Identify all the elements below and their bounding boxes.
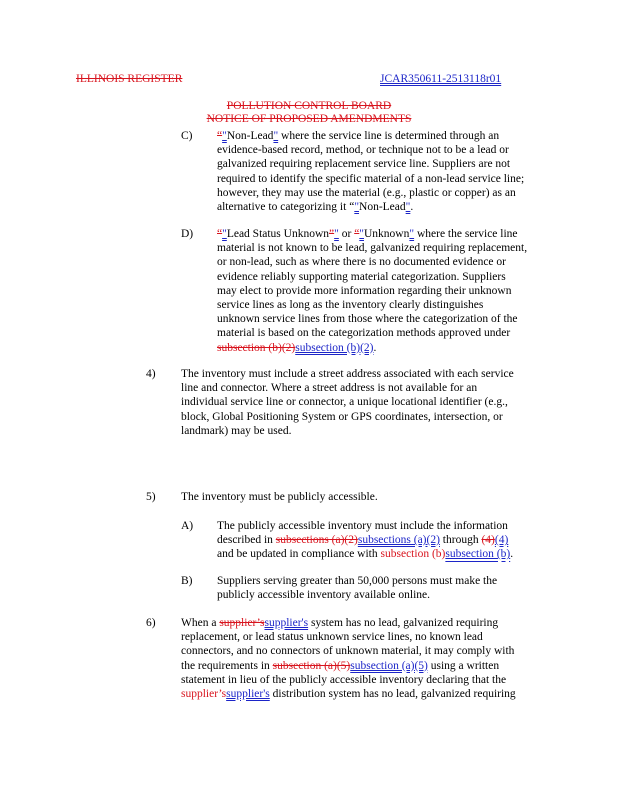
text-line: replacement, or lead status unknown service lines, no known lead [181, 631, 483, 644]
text-line: Suppliers serving greater than 50,000 persons must make the [217, 575, 498, 587]
text: where the service line is determined through an [278, 130, 500, 142]
text-line: block, Global Positioning System or GPS coordinates, intersection, or [181, 410, 503, 423]
deleted-reference: (4) [481, 534, 495, 547]
text: the requirements in [181, 659, 273, 672]
text-line: material is not known to be lead, galvanized requiring replacement, [217, 242, 528, 255]
item-5-label: 5) [146, 491, 156, 503]
del-quote: “ [217, 228, 223, 240]
inserted-reference: subsection (a)(5) [350, 659, 428, 672]
item-4-label: 4) [146, 368, 156, 380]
text-line: may elect to provide more information regarding their unknown [217, 284, 512, 297]
del-quote: “ [217, 130, 223, 142]
text-line: galvanized requiring replacement service line. Suppliers are not [217, 158, 511, 171]
text: and be updated in compliance with [217, 548, 381, 561]
item-4-text [181, 367, 591, 438]
text-line: material is based on the categorization methods approved under [217, 327, 511, 340]
deleted-reference: subsection (b)(2) [217, 341, 296, 354]
text-line: however, they may use the material (e.g., plastic or copper) as an [217, 186, 516, 199]
text-line: individual service line or connector, a unique locational identifier (e.g., [181, 396, 508, 409]
item-c-label: C) [181, 130, 193, 142]
item-5b-label: B) [181, 575, 193, 587]
deleted-reference: subsection (b) [380, 548, 446, 561]
ins-quote: " [354, 201, 360, 214]
text-line: unknown service lines from those where the categorization of the [217, 313, 518, 326]
term: Non-Lead [226, 130, 274, 142]
item-d-text [217, 227, 587, 355]
text: distribution system has no lead, galvanized requiring [269, 688, 516, 701]
ins-quote: " [405, 201, 411, 214]
term: Lead Status Unknown [226, 228, 330, 240]
deleted-reference: subsection (a)(5) [272, 659, 351, 672]
ins-quote: " [359, 228, 364, 240]
header-right: JCAR350611-2513118r01 [380, 73, 502, 85]
text-line: service lines as long as the inventory clearly distinguishes [217, 299, 484, 312]
inserted-word: supplier's [226, 688, 270, 701]
text: system has no lead, galvanized requiring [308, 617, 499, 629]
inserted-reference: (4) [494, 534, 509, 547]
ins-quote: " [222, 130, 227, 142]
text: alternative to categorizing it “ [217, 201, 355, 214]
text: When a [181, 617, 220, 629]
term: Non-Lead [359, 201, 406, 214]
text: . [373, 341, 377, 354]
term: Unknown [364, 228, 410, 240]
text-line: publicly accessible inventory available online. [217, 589, 430, 602]
deleted-word: supplier’s [181, 688, 227, 701]
inserted-reference: subsection (b) [445, 548, 511, 561]
text-line: connectors, and no connectors of unknown material, it may comply with [181, 645, 515, 658]
text-line: or non-lead, such as where there is no documented evidence or [217, 256, 506, 269]
item-5a-text [217, 519, 587, 562]
deleted-word: supplier’s [219, 617, 265, 629]
text-line: line and connector. Where a street address is not available for an [181, 382, 478, 395]
text: . [510, 548, 514, 561]
text-line: statement in lieu of the publicly accessible inventory declaring that the [181, 673, 507, 686]
item-5b-text [217, 574, 587, 602]
ins-quote: " [222, 228, 227, 240]
ins-quote: " [273, 130, 279, 142]
item-6-text [181, 616, 591, 701]
inserted-word: supplier's [264, 617, 309, 629]
text: . [410, 201, 414, 214]
header-left: ILLINOIS REGISTER [76, 73, 183, 85]
item-c-text [217, 129, 587, 214]
ins-quote: " [409, 228, 415, 240]
text-line: evidence-based record, method, or technique not to be a lead or [217, 144, 509, 157]
item-d-label: D) [181, 228, 194, 240]
item-5a-label: A) [181, 520, 194, 532]
ins-quote: " [334, 228, 339, 240]
text-line: The inventory must include a street address associated with each service [181, 368, 514, 380]
del-quote: “ [354, 228, 360, 240]
item-6-label: 6) [146, 617, 156, 629]
item-5-text: The inventory must be publicly accessible. [181, 491, 378, 503]
text-line: landmark) may be used. [181, 424, 292, 437]
text: or [338, 228, 355, 240]
text: where the service line [414, 228, 518, 240]
text: through [439, 534, 482, 547]
text-line: The publicly accessible inventory must include the information [217, 520, 508, 532]
text-line: required to identify the specific material of a non-lead service line; [217, 172, 525, 185]
inserted-reference: subsections (a)(2) [357, 534, 440, 547]
text: described in [217, 534, 276, 547]
text: using a written [427, 659, 500, 672]
del-quote: ” [329, 228, 335, 240]
deleted-reference: subsections (a)(2) [275, 534, 358, 547]
title-line-2: NOTICE OF PROPOSED AMENDMENTS [206, 113, 412, 125]
title-line-1: POLLUTION CONTROL BOARD [226, 100, 392, 112]
text-line: evidence reliably supporting material categorization. Suppliers [217, 270, 506, 283]
inserted-reference: subsection (b)(2) [295, 341, 374, 354]
